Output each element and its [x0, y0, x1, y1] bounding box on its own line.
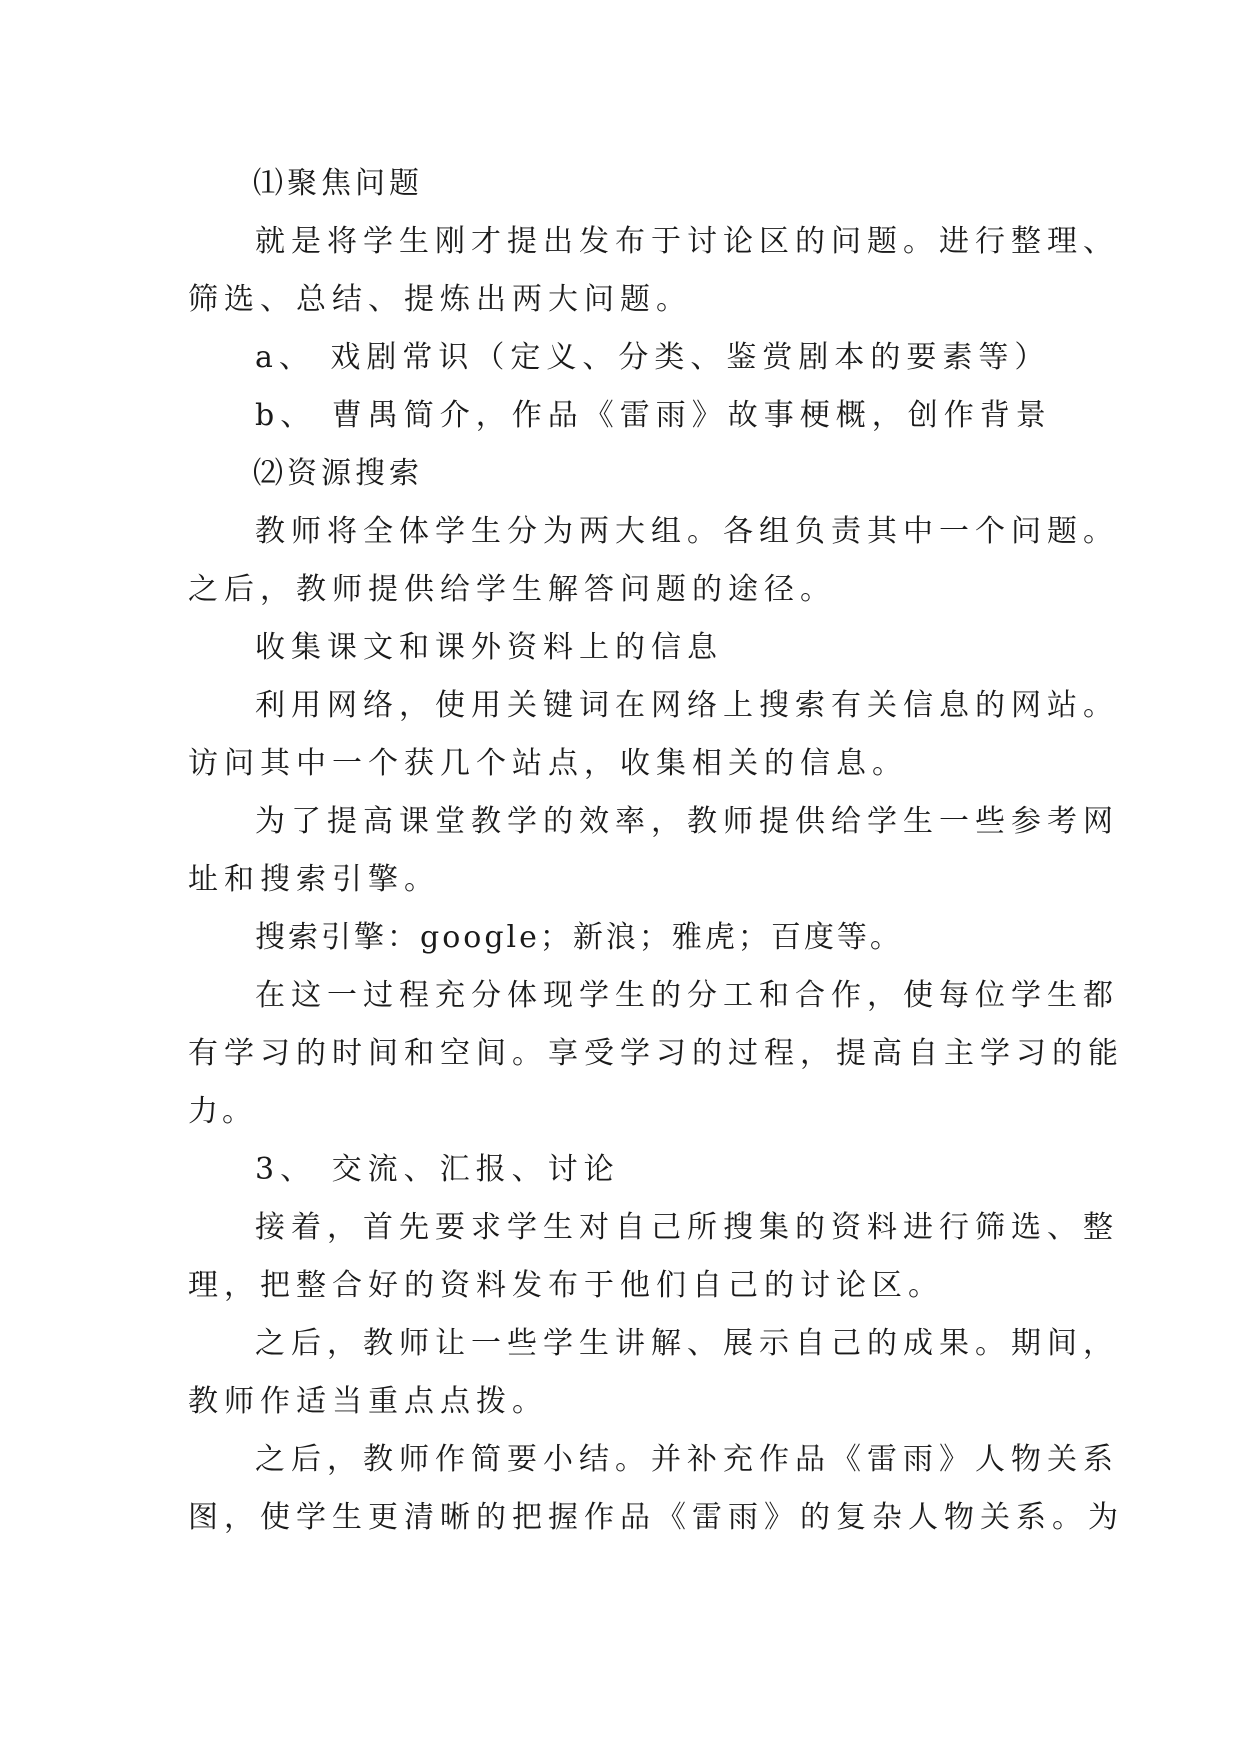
list-item-b: b、 曹禺简介，作品《雷雨》故事梗概，创作背景 [255, 398, 1052, 433]
paragraph-line: 收集课文和课外资料上的信息 [255, 630, 723, 665]
paragraph-line: 教师作适当重点点拨。 [188, 1384, 548, 1419]
paragraph-line: 接着，首先要求学生对自己所搜集的资料进行筛选、整 [255, 1210, 1119, 1245]
paragraph-line: 图，使学生更清晰的把握作品《雷雨》的复杂人物关系。为 [188, 1500, 1124, 1535]
paragraph-line: 访问其中一个获几个站点，收集相关的信息。 [188, 746, 908, 781]
paragraph-line: 为了提高课堂教学的效率，教师提供给学生一些参考网 [255, 804, 1119, 839]
list-item-a: a、 戏剧常识（定义、分类、鉴赏剧本的要素等） [255, 340, 1051, 375]
section-heading-3: 3、 交流、汇报、讨论 [255, 1152, 620, 1187]
subheading-focus-question: ⑴聚焦问题 [253, 166, 423, 201]
paragraph-line: 之后，教师提供给学生解答问题的途径。 [188, 572, 836, 607]
paragraph-line: 利用网络，使用关键词在网络上搜索有关信息的网站。 [255, 688, 1119, 723]
paragraph-line: 力。 [188, 1094, 256, 1129]
paragraph-line: 筛选、总结、提炼出两大问题。 [188, 282, 692, 317]
paragraph-line: 在这一过程充分体现学生的分工和合作，使每位学生都 [255, 978, 1119, 1013]
subheading-resource-search: ⑵资源搜索 [253, 456, 423, 491]
paragraph-line: 有学习的时间和空间。享受学习的过程，提高自主学习的能 [188, 1036, 1124, 1071]
paragraph-line: 教师将全体学生分为两大组。各组负责其中一个问题。 [255, 514, 1119, 549]
paragraph-line: 就是将学生刚才提出发布于讨论区的问题。进行整理、 [255, 224, 1119, 259]
paragraph-line: 理，把整合好的资料发布于他们自己的讨论区。 [188, 1268, 944, 1303]
paragraph-line: 之后，教师让一些学生讲解、展示自己的成果。期间， [255, 1326, 1119, 1361]
paragraph-line: 址和搜索引擎。 [188, 862, 440, 897]
paragraph-line: 之后，教师作简要小结。并补充作品《雷雨》人物关系 [255, 1442, 1119, 1477]
paragraph-line: 搜索引擎：google；新浪；雅虎；百度等。 [255, 920, 903, 955]
